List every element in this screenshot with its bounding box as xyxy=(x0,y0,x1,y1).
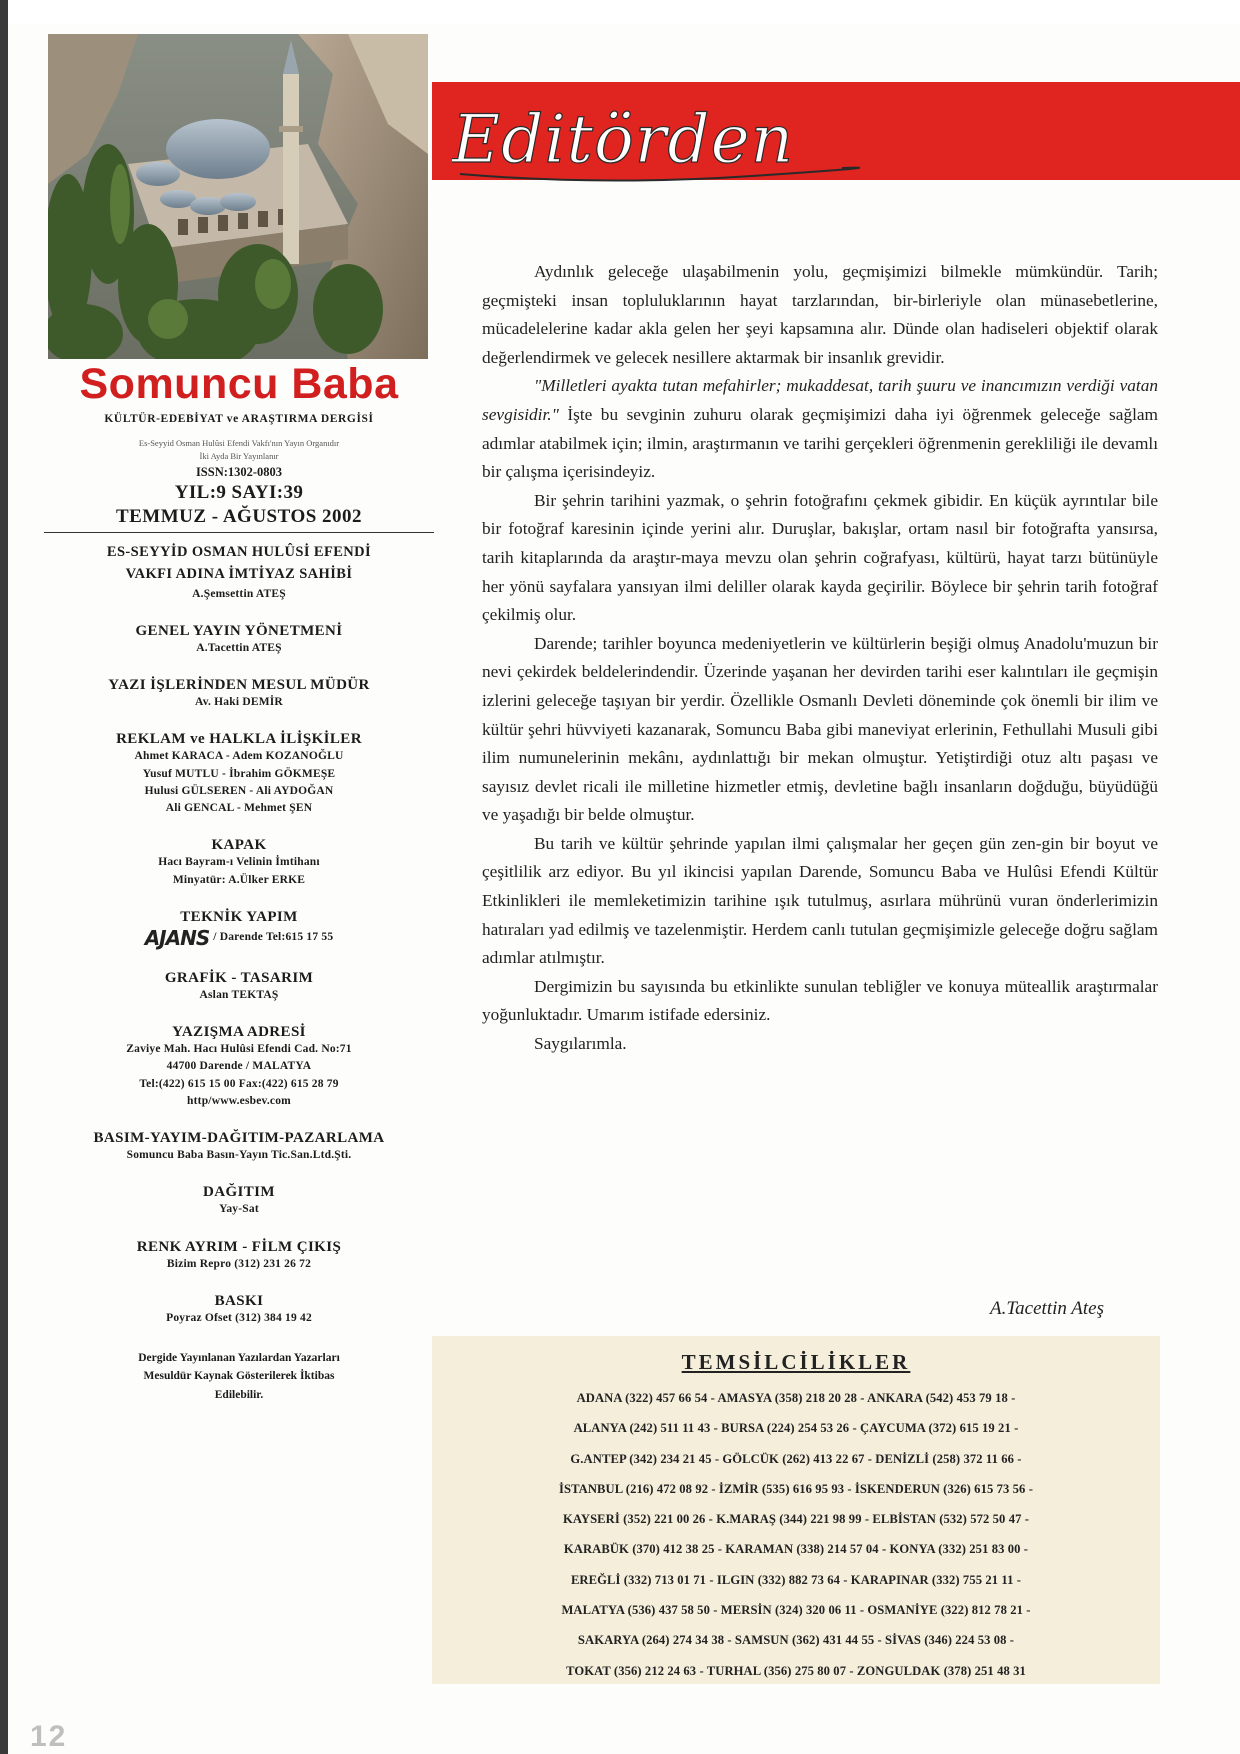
credit-technical xyxy=(44,909,434,950)
credit-name: Bizim Repro (312) 231 26 72 xyxy=(166,1257,312,1270)
credit-name: Hulusi GÜLSEREN - Ali AYDOĞAN xyxy=(144,784,334,797)
page-number: 12 xyxy=(30,1720,68,1753)
agency-logo: AJANS xyxy=(144,925,210,950)
editorial-article xyxy=(482,258,1158,1059)
binding-gutter xyxy=(0,0,8,1754)
representative-line: ADANA (322) 457 66 54 - AMASYA (358) 218 20 28 - ANKARA (542) 453 79 18 - xyxy=(576,1391,1016,1405)
issue-number: YIL:9 SAYI:39 xyxy=(174,481,304,503)
representative-line: SAKARYA (264) 274 34 38 - SAMSUN (362) 431 44 55 - SİVAS (346) 224 53 08 - xyxy=(577,1633,1015,1648)
credit-name: / Darende Tel:615 17 55 xyxy=(213,931,334,944)
credit-name: Minyatür: A.Ülker ERKE xyxy=(172,873,306,886)
credit-name: Ahmet KARACA - Adem KOZANOĞLU xyxy=(134,750,344,763)
publisher-note-line-1: Es-Seyyid Osman Hulûsi Efendi Vakfı'nın Yayın Organıdır xyxy=(138,438,340,449)
credit-title: BASIM-YAYIM-DAĞITIM-PAZARLAMA xyxy=(93,1130,385,1147)
credit-press xyxy=(44,1293,434,1327)
author-signature: A.Tacettin Ateş xyxy=(990,1298,1104,1319)
representative-line: MALATYA (536) 437 58 50 - MERSİN (324) 320 06 11 - OSMANİYE (322) 812 78 21 - xyxy=(561,1603,1031,1618)
representatives-list xyxy=(432,1383,1160,1686)
copyright-note-line: Edilebilir. xyxy=(214,1388,264,1401)
publisher-note xyxy=(44,437,434,463)
owner-line-1: ES-SEYYİD OSMAN HULÛSİ EFENDİ xyxy=(106,543,372,560)
credit-name: Av. Haki DEMİR xyxy=(195,696,283,709)
editor-heading-text: Editörden xyxy=(452,101,795,178)
representative-line: TOKAT (356) 212 24 63 - TURHAL (356) 275 80 07 - ZONGULDAK (378) 251 48 31 xyxy=(566,1663,1026,1678)
paragraph: Darende; tarihler boyunca medeniyetlerin ve kültürlerin beşiği olmuş Anadolu'muzun bir nevi çekirdek beldelerindendir. Üzerinde yaşanan her devirden tarihi eser kalıntıları ile geçmişin izlerini geleceğe taşıyan bir yerdir. Özellikle Osmanlı Devleti döneminde çok önemli bir ilim ve kültür şehri hüvviyeti kazanarak, Somuncu Baba gibi maneviyat erlerinin, Fethullahi Musuli gibi ilim numunelerinin mekânı, aydınlattığı bir mekan olmuştur. Yetiştirdiği otuz altı paşası ve sayısız devlet ricali ile milletine hizmetler etmiş, devletine bağlı insanların doğduğu, büyüdüğü ve yaşadığı bir belde olmuştur. xyxy=(482,633,1158,825)
credit-title: REKLAM ve HALKLA İLİŞKİLER xyxy=(116,731,362,748)
copyright-note xyxy=(44,1349,434,1404)
credit-name: Ali GENCAL - Mehmet ŞEN xyxy=(165,802,313,815)
owner-line-2: VAKFI ADINA İMTİYAZ SAHİBİ xyxy=(125,566,353,583)
paragraph: Bir şehrin tarihini yazmak, o şehrin fotoğrafını çekmek gibidir. En küçük ayrıntılar bile bir fotoğraf karesinin içinde yerini alır. Duruşlar, bakışlar, ortam nasıl bir fotoğrafta yansırsa, tarih kitaplarında da araştır-maya mevzu olan şehrin coğrafyası, kültürü, hayat tarzı bütünüyle her yönü sayfalara yansıyan ilmi deliller olarak kayda geçirilir. Böylece bir şehrin tarih fotoğraf çekilmiş olur. xyxy=(482,490,1158,625)
credit-title: KAPAK xyxy=(211,837,267,854)
magazine-subtitle: KÜLTÜR-EDEBİYAT ve ARAŞTIRMA DERGİSİ xyxy=(104,413,374,426)
credit-name: Somuncu Baba Basın-Yayın Tic.San.Ltd.Şti. xyxy=(126,1149,352,1162)
cover-photo-mosque xyxy=(48,34,428,359)
representatives-box xyxy=(432,1336,1160,1684)
closing: Saygılarımla. xyxy=(534,1034,627,1054)
credit-name: Poyraz Ofset (312) 384 19 42 xyxy=(166,1311,312,1324)
credit-name: A.Tacettin ATEŞ xyxy=(196,641,282,654)
credit-cover xyxy=(44,837,434,889)
credit-name: 44700 Darende / MALATYA xyxy=(166,1060,312,1073)
credit-title: DAĞITIM xyxy=(203,1184,275,1201)
credit-title: YAZIŞMA ADRESİ xyxy=(172,1024,306,1041)
representatives-title: TEMSİLCİLİKLER xyxy=(681,1350,911,1374)
paragraph: Aydınlık geleceğe ulaşabilmenin yolu, geçmişimizi bilmekle mümkündür. Tarih; geçmişteki insan topluluklarının hayat tarzlarından, bir-birleriyle olan münasebetlerine, mücadelelerine kadar akla gelen her şeyi kapsamına alır. Dünde olan hadiseleri objektif olarak değerlendirmek ve gelecek nesillere aktarmak bir insanlık grevidir. xyxy=(482,262,1158,367)
website-link: http/www.esbev.com xyxy=(187,1094,291,1107)
representative-line: KAYSERİ (352) 221 00 26 - K.MARAŞ (344) 221 98 99 - ELBİSTAN (532) 572 50 47 - xyxy=(562,1512,1030,1527)
technical-row xyxy=(44,926,434,950)
top-margin xyxy=(0,0,1240,24)
copyright-note-line: Dergide Yayınlanan Yazılardan Yazarları xyxy=(138,1352,340,1365)
paragraph-text: İşte bu sevginin zuhuru olarak geçmişimizi daha iyi öğrenmek geleceğe sağlam adımlar atabilmek için; ilmin, araştırmanın ve tarihi gerçekleri öğrenmenin gerekliliği ile devamlı bir çalışma içerisindeyiz. xyxy=(482,404,1158,482)
magazine-name: Somuncu Baba xyxy=(79,360,399,408)
issn: ISSN:1302-0803 xyxy=(195,464,283,479)
copyright-note-line: Mesuldür Kaynak Gösterilerek İktibas xyxy=(143,1370,335,1383)
credit-title: GRAFİK - TASARIM xyxy=(164,969,314,986)
representative-line: KARABÜK (370) 412 38 25 - KARAMAN (338) 214 57 04 - KONYA (332) 251 83 00 - xyxy=(563,1542,1029,1557)
credit-title: BASKI xyxy=(214,1292,264,1309)
credit-name: Aslan TEKTAŞ xyxy=(199,988,279,1001)
representative-line: ALANYA (242) 511 11 43 - BURSA (224) 254 53 26 - ÇAYCUMA (372) 615 19 21 - xyxy=(573,1421,1019,1436)
owner-block xyxy=(44,541,434,603)
representative-line: EREĞLİ (332) 713 01 71 - ILGIN (332) 882 73 64 - KARAPINAR (332) 755 21 11 - xyxy=(570,1572,1022,1587)
credit-title: YAZI İŞLERİNDEN MESUL MÜDÜR xyxy=(108,677,370,694)
credit-name: Yay-Sat xyxy=(219,1203,259,1216)
credit-editor xyxy=(44,623,434,657)
owner-name: A.Şemsettin ATEŞ xyxy=(192,587,286,600)
credit-graphic xyxy=(44,970,434,1004)
paragraph: Dergimizin bu sayısında bu etkinlikte sunulan tebliğler ve konuya müteallik araştırmalar yoğunluktadır. Umarım istifade edersiniz. xyxy=(482,976,1158,1025)
credit-distribution xyxy=(44,1184,434,1218)
quote: "Milletleri ayakta tutan mefahirler; mukaddesat, tarih şuuru ve inancımızın verdiği vatan sevgisidir." xyxy=(482,376,1158,424)
representative-line: İSTANBUL (216) 472 08 92 - İZMİR (535) 616 95 93 - İSKENDERUN (326) 615 73 56 - xyxy=(559,1481,1033,1496)
credit-name: Yusuf MUTLU - İbrahim GÖKMEŞE xyxy=(142,767,336,780)
editor-heading xyxy=(452,82,872,192)
credit-name: Tel:(422) 615 15 00 Fax:(422) 615 28 79 xyxy=(139,1077,339,1090)
credit-color xyxy=(44,1239,434,1273)
credit-address xyxy=(44,1024,434,1110)
credit-title: RENK AYRIM - FİLM ÇIKIŞ xyxy=(136,1238,342,1255)
issue-date: TEMMUZ - AĞUSTOS 2002 xyxy=(44,506,434,533)
credit-advertising xyxy=(44,731,434,817)
masthead-column xyxy=(44,362,434,1404)
credit-title: GENEL YAYIN YÖNETMENİ xyxy=(135,622,343,639)
paragraph: Bu tarih ve kültür şehrinde yapılan ilmi çalışmalar her geçen gün zen-gin bir boyut ve çeşitlilik arz ediyor. Bu yıl ikincisi yapılan Darende, Somuncu Baba ve Hulûsi Efendi Kültür Etkinlikleri ile memleketimizin tarihine ışık tutulmuş, asırlara mührünü vuran önderlerimizin hatıraları yad edilmiş ve tazelenmiştir. Herdem canlı tutulan geçmişimizle geleceğe doğru sağlam adımlar atılmıştır. xyxy=(482,833,1158,968)
credit-name: Zaviye Mah. Hacı Hulûsi Efendi Cad. No:71 xyxy=(126,1043,352,1056)
credit-print xyxy=(44,1130,434,1164)
credit-title: TEKNİK YAPIM xyxy=(180,908,298,925)
credit-manager xyxy=(44,677,434,711)
publisher-note-line-2: İki Ayda Bir Yayınlanır xyxy=(199,450,279,461)
paragraph xyxy=(482,372,1158,486)
representative-line: G.ANTEP (342) 234 21 45 - GÖLCÜK (262) 413 22 67 - DENİZLİ (258) 372 11 66 - xyxy=(570,1451,1022,1466)
credit-name: Hacı Bayram-ı Velinin İmtihanı xyxy=(158,856,320,869)
